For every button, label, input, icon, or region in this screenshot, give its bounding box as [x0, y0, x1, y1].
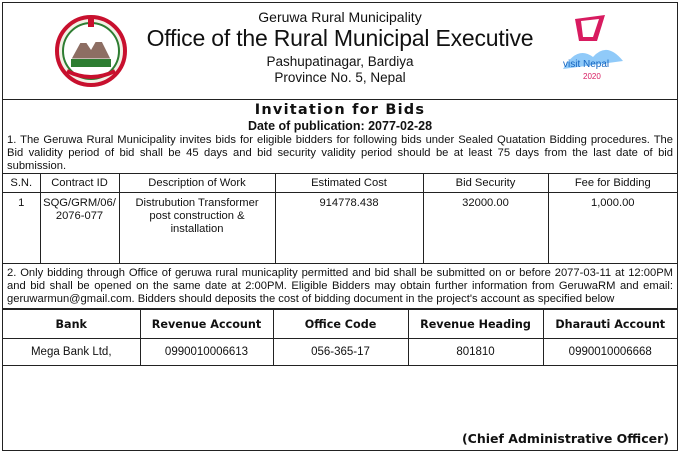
col-header-bank: Bank — [3, 310, 140, 339]
table-row — [3, 339, 677, 366]
col-header-revenue-heading: Revenue Heading — [408, 310, 543, 339]
visit-nepal-year: 2020 — [583, 72, 601, 81]
cell-fee: 1,000.00 — [548, 193, 677, 264]
table-row — [3, 193, 677, 264]
bids-table-header — [3, 174, 677, 193]
bank-table-header — [3, 310, 677, 339]
municipality-name: Geruwa Rural Municipality — [258, 9, 422, 25]
cell-description: Distrubution Transformer post construction & installation — [119, 193, 275, 264]
visit-nepal-logo — [557, 11, 627, 87]
paragraph-1: 1. The Geruwa Rural Municipality invites bids for eligible bidders for following bids under Sealed Quatation Bidding procedures. The Bid validity period of bid shall be 45 days and bid security validity period should be at least 75 days from the last date of bid submission. — [7, 134, 673, 172]
cell-dharauti-account: 0990010006668 — [543, 339, 677, 366]
signature: (Chief Administrative Officer) — [461, 431, 669, 446]
cell-office-code: 056-365-17 — [273, 339, 408, 366]
publication-date: Date of publication: 2077-02-28 — [247, 119, 433, 133]
col-header-office-code: Office Code — [273, 310, 408, 339]
cell-bid-security: 32000.00 — [423, 193, 548, 264]
col-header-estimated-cost: Estimated Cost — [275, 174, 423, 193]
bank-table — [3, 309, 677, 366]
notice-title: Invitation for Bids — [254, 102, 426, 118]
col-header-fee: Fee for Bidding — [548, 174, 677, 193]
paragraph-2: 2. Only bidding through Office of geruwa rural municaplity permitted and bid shall be submitted on or before 2077-03-11 at 12:00PM and bid shall be opened on the same date at 2:00PM. Eligible Bidders may obtain further information from GeruwaRM and email: geruwarmun@gmail.com. Bidders should deposits the cost of bidding document in the project's account as specified below — [3, 264, 677, 309]
col-header-sn: S.N. — [3, 174, 40, 193]
cell-bank: Mega Bank Ltd, — [3, 339, 140, 366]
office-title: Office of the Rural Municipal Executive — [146, 25, 534, 51]
address-line-1: Pashupatinagar, Bardiya — [266, 54, 414, 69]
col-header-description: Description of Work — [119, 174, 275, 193]
cell-sn: 1 — [3, 193, 40, 264]
cell-estimated-cost: 914778.438 — [275, 193, 423, 264]
address-line-2: Province No. 5, Nepal — [274, 70, 406, 85]
col-header-dharauti-account: Dharauti Account — [543, 310, 677, 339]
col-header-bid-security: Bid Security — [423, 174, 548, 193]
notice-header — [3, 3, 677, 100]
col-header-revenue-account: Revenue Account — [140, 310, 273, 339]
visit-nepal-text: visit Nepal — [563, 59, 610, 70]
bids-table — [3, 173, 677, 264]
col-header-contract-id: Contract ID — [40, 174, 119, 193]
cell-revenue-account: 0990010006613 — [140, 339, 273, 366]
bid-notice-document — [2, 2, 678, 451]
cell-contract-id: SQG/GRM/06/ 2076-077 — [40, 193, 119, 264]
cell-revenue-heading: 801810 — [408, 339, 543, 366]
